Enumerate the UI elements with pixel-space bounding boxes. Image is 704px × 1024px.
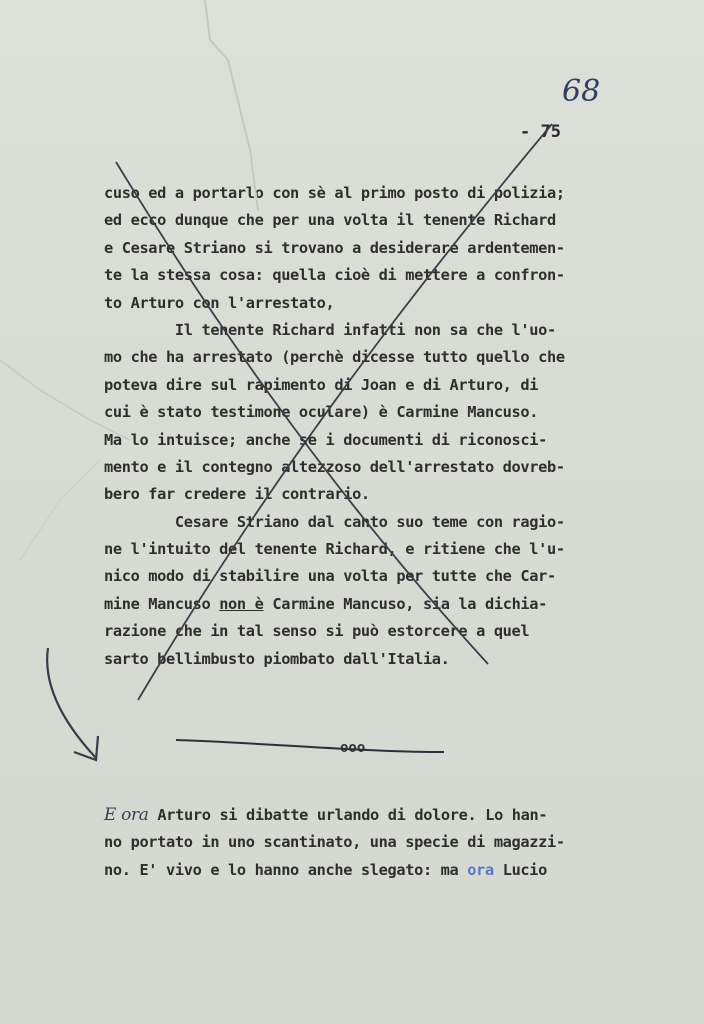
text-line <box>104 591 604 618</box>
text-segment: Arturo si dibatte urlando di dolore. Lo han- <box>148 806 548 824</box>
text-line: ed ecco dunque che per una volta il tenente Richard <box>104 211 556 230</box>
text-line: cuso ed a portarlo con sè al primo posto di polizia; <box>104 184 565 202</box>
text-segment: Carmine Mancuso, sia la dichia- <box>263 594 548 613</box>
text-line <box>104 802 604 829</box>
text-line: te la stessa cosa: quella cioè di mettere a confron- <box>104 266 565 285</box>
text-line: e Cesare Striano si trovano a desiderare ardentemen- <box>104 238 565 257</box>
text-segment: Lucio <box>493 860 548 879</box>
text-line: razione che in tal senso si può estorcere a quel <box>104 622 530 641</box>
arrow-icon <box>47 648 96 758</box>
text-line: ne l'intuito del tenente Richard, e ritiene che l'u- <box>104 540 565 559</box>
blue-pen-strike: ora <box>467 860 494 879</box>
continuation-paragraph <box>104 802 604 884</box>
paper-crease <box>20 460 100 560</box>
text-line: bero far credere il contrario. <box>104 485 370 504</box>
text-line: Il tenente Richard infatti non sa che l'uo- <box>104 320 556 339</box>
text-line: Ma lo intuisce; anche se i documenti di riconosci- <box>104 430 547 449</box>
separator-line <box>176 740 444 752</box>
text-line: cui è stato testimone oculare) è Carmine Mancuso. <box>104 403 539 422</box>
text-line: no portato in uno scantinato, una specie di magazzi- <box>104 833 565 852</box>
handwritten-insertion: E ora <box>104 805 149 825</box>
text-line: nico modo di stabilire una volta per tutte che Car- <box>104 567 556 586</box>
paper-crease <box>205 0 258 210</box>
text-line: poteva dire sul rapimento di Joan e di Arturo, di <box>104 375 539 394</box>
arrow-head <box>74 736 98 760</box>
text-line: Cesare Striano dal canto suo teme con ragio- <box>104 512 565 531</box>
text-line: to Arturo con l'arrestato, <box>104 293 335 312</box>
text-line <box>104 857 604 884</box>
section-separator: ooo <box>340 740 366 756</box>
text-line: sarto bellimbusto piombato dall'Italia. <box>104 649 450 668</box>
crossed-out-paragraph <box>104 180 604 673</box>
text-segment: no. E' vivo e lo hanno anche slegato: ma <box>104 860 468 879</box>
underlined-text: non è <box>219 594 264 613</box>
typed-page-number: - 75 <box>520 122 561 142</box>
text-line: mo che ha arrestato (perchè dicesse tutto quello che <box>104 348 565 367</box>
text-line: mento e il contegno altezzoso dell'arrestato dovreb- <box>104 457 565 476</box>
handwritten-page-number: 68 <box>562 74 601 109</box>
text-segment: mine Mancuso <box>104 594 220 613</box>
